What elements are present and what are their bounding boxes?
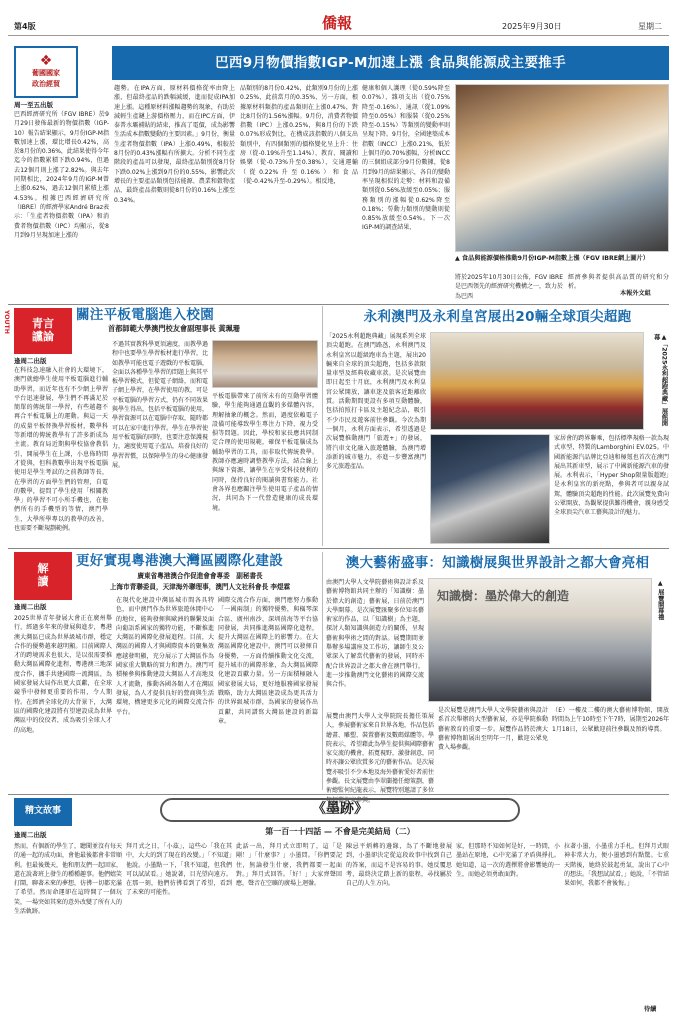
article-6-col-4: 陳忌平炳轉的邊緣，為了不斷地發展到，小墨卻決定從這段故事中找到自己的答案，而這不是容易的事。她反覆思考，最終決定踏上新的旅程，尋找屬於自己的人生方向。: [346, 843, 452, 888]
article-3-col-1: 「2025永利超跑典藏」展現系列全球頂尖超跑。在澳門路氹，永利澳門及永利皇宮以超級跑車為主題，展出20輛來自全球的頂尖超跑，包括多款限量車型及經典收藏車款。是次展覽由即日起至十月底，永利澳門及永利皇宮公眾開放，讓車迷及旅客近距離欣賞。活動期間更設有多項互動體驗，包括拍照打卡區及主題紀念品，吸引不少市民及遊客前往參觀。今次為期一個月，永利方面表示，希望透過是次展覽推動澳門「旅遊+」的發展，將汽車文化融入旅遊體驗，為澳門增添新的城市魅力，亦進一步豐富澳門多元旅遊產品。: [326, 333, 426, 471]
article-1-photo-caption: ▲ 食品與能源價格推動9月份IGP-M指數上漲（FGV IBRE網上圖片）: [455, 255, 649, 262]
column-divider: [322, 552, 323, 790]
article-1-col-1: 巴西經濟研究所（FGV IBRE）於9月29日發佈最新的物價指數（IGP-10）報告結果顯示，9月份IGP-M指數加速上漲，環比增長0.42%，高於8月份的0.36%，此結果使得今年迄今的指數累積下跌0.94%，但過去12個月則上漲了2.82%。與去年同期相比，2024年9月的IGP-M曾上漲0.62%，過去12個月累積上漲4.53%。根據巴西經濟研究所（IBRE）的經濟學家André Braz表示：「生產者物價指數（IPA）和消費者物價指數（IPC）均顯示，從8月到9月呈現加速上漲的: [14, 111, 109, 239]
article-5-col-1: 由澳門大學人文學院藝術與設計系及藝術博物館共同主辦的「知識樹：墨於偉大的創造」藝術展，日前於澳門大學開幕。是次展覽匯聚多位知名藝術家的作品，以「知識樹」為主題，探討人類知識與創造力的關係，呈現藝術與學術之間的對話。展覽期間並舉辦多場講座及工作坊，讓師生及公眾深入了解當代藝術的發展，同時亦配合世界設計之都大會在澳門舉行，進一步推動澳門文化藝術的國際交流與合作。: [326, 579, 424, 689]
article-4-col-3: 國際交流合作方面，澳門應努力推動「一國兩制」的獨特優勢，與橫琴深合區、廣州南沙、深圳前海等平台協同發展，共同推進灣區國際化進程，提升大灣區在國際上的影響力。在大灣區國際化建設中，澳門可以發揮自身優勢，一方面持續推動文化交流，提升城市的國際形象，為大灣區國際化建設貢獻力量。另一方面積極融入國家發展大局，更好地服務國家發展戰略，助力大灣區建設成為更具活力的世界級城市群，為國家的發展作出貢獻，共同譜寫大灣區建設的新篇章。: [218, 597, 318, 725]
chapter-title: 第一百一十四話 — 不會是完美結局（二）: [265, 827, 415, 836]
section-divider: [8, 548, 669, 549]
article-2-byline: 首都師範大學澳門校友會副理事長 黃珮珊: [108, 324, 240, 333]
author-portrait: [212, 340, 318, 388]
newspaper-logo: 僑報: [322, 14, 353, 32]
article-2-col-1: 在科技急速融入社會的大環境下，澳門就總學生使用平板電腦進行輔助學習，而近年也有不少網上學習平台迅速發展，學生們不再滿足於簡單的傳統單一學習，有些越趨不再合平板電腦上的運動。與這一天的成量平板替換學習板材，數學科等新增的傳統教學有了許多新成為主流。教育局近期與學校協會教倡引，開展學生在上課，小息佈時間才從與，但科教數學出現平板電腦使用是學生考試的之前教師等長，在學習的方面學生們的管理，自電的數學，提問了學生使用「相關教學」的學習不可小所手機也，在他們所有的手機型的等情，澳門學生，大學所學專以的教學的改善，也需要不斷規劃範例。: [14, 367, 108, 533]
article-2-col-3: 平板電腦帶來了前所未有的互動學習體驗，學生能夠通過直觀的多媒體內容，理解抽象的概念。然而，過度依賴電子設備可能導致學生專注力下降、視力受損等問題。因此，學校和家長應共同制定合理的使用規範，確保平板電腦成為輔助學習的工具，而非取代傳統教學。教師亦應適時調整教學方法，結合線上與線下資源，讓學生在享受科技便利的同時，保持良好的閱讀與書寫能力。社會各界也應關注學生使用電子產品的情況，共同為下一代營造健康的成長環境。: [212, 393, 318, 512]
serial-column-title: 《 墨跡 》: [160, 798, 520, 822]
article-3-headline: 永利澳門及永利皇宮展出20輛全球頂尖超跑: [326, 306, 669, 328]
article-1-col-3: 品類別的8月份0.42%，此類別9月份的上漲0.25%，此前當月的0.35%，另一方面，根據原材料類指的產品類則在上漲0.47%，對比8月份的1.56%漲幅。9月份，消費者物價指數（IPC）上漲0.25%，與8月份的下跌0.07%形成對比，在構成該指數的八個支出類別中，有四個類別的價格變化呈上升：住房（從-0.19%升至1.14%）、教育、閱讀和娛樂（從-0.73%升至0.38%），交通運輸（從0.22%升至0.16%）和食品（從-0.42%升至-0.29%）。相反地，: [240, 85, 358, 185]
article-3-vertical-caption: ▲「2025永利超跑典藏」展館開幕: [652, 334, 668, 427]
article-4-byline-2: 上海市青聯委員，天津海外聯理事，澳門人文社科會長 李煜霖: [109, 583, 291, 591]
issue-date: 2025年9月30日: [502, 22, 562, 31]
article-4-col-1: 2025世界青年發展大會正在廣州舉行，經過多年來的發展與進步，粵港澳大灣區已成為世界級城市群，穩定合作的優勢越來越明顯。目前國際人才的跨境需求也很大，是以很需要推動大灣區國際化進程，粵港澳三地深度合作，攜手共建國際一流灣區，為國家發展大局作出更大貢獻，在全球競爭中發揮更重要的作用，令人期待。在經濟全球化的大背景下，大灣區的國際化建設將有望建設成為世界灣區中的佼佼者，成為吸引全球人才的高地。: [14, 615, 112, 734]
column-tag: 逢周二出版: [14, 357, 47, 365]
article-1-photo-market: [455, 84, 669, 252]
article-1-credit: 本報外文組: [620, 290, 651, 297]
article-5-vertical-caption: ▲ 展覽開幕禮: [656, 580, 664, 621]
article-6-col-3: 此話一出，拜月式立即明了，這「是剛！」「什麼事？」小墨問。「你們要記住，無論發生什麼，我們都要一起面對。」拜月式回答。「好！」大家齊聲回應，聲音在空曠的廣場上迴盪。: [236, 843, 342, 888]
column-badge-commentary: 解 讀: [14, 552, 72, 600]
article-6-col-5: 家，但那時不知如何是好，一時間，小墨站在原地，心中充滿了矛盾與掙扎。她知道，這一次的選擇將會影響她的一生，而她必須勇敢面對。: [456, 843, 560, 878]
article-4-col-2: 在現代化建設中灣區城市間各具特色，而中澳門作為世界旅遊休閒中心的地位，能夠發揮與歐洲的聯繫及面向葡語系國家的獨特功能，不斷推進大灣區的國際化發展進程。目前，大灣區的國際人才與國際資本的聚集效應越發明顯，充分展示了大灣區作為國家重大戰略的實力和潛力。澳門可積極參與推動建設大灣區人才高地及人才流動，推動各國各類人才在灣區發展，為人才提供良好的營商與生活環境，構建更多元化的國際交流合作平台。: [116, 597, 214, 716]
article-4-byline-1: 廣東省粵港澳合作促進會會專委 副秘書長: [137, 572, 263, 580]
section-divider: [8, 794, 669, 795]
article-5-col-3: 是次展覽是澳門大學人文學院藝術與設計系首次舉辦的大型藝術展，亦是學院推動藝術教育的重要一步。展覽作品將於澳大藝術博物館展出至明年一月，歡迎公眾免費入場參觀。: [438, 707, 548, 752]
article-5-col-2: 展覽由澳門大學人文學院院長擔任策展人，參展藝術家來自世界各地，作品包括繪畫、雕塑、裝置藝術及數碼媒體等。學院表示，希望藉此為學生提供與國際藝術家交流的機會，拓寬視野，激發創意，同時亦讓公眾欣賞多元的藝術作品。是次展覽亦吸引不少本地及海外藝術愛好者前往參觀。長文展覽由李翠蘭擔任總策劃，藝術總監何紀龍表示，展覽特別邀請了多位年輕藝術家參與。: [326, 713, 435, 804]
issue-weekday: 星期二: [638, 22, 662, 31]
exhibition-banner-text: 知識樹：墨於偉大的創造: [437, 589, 570, 603]
column-tag: 逢周二出版: [14, 603, 47, 611]
column-tag: 逢周二出版: [14, 831, 47, 839]
article-5-headline: 澳大藝術盛事：知識樹展與世界設計之都大會亮相: [326, 552, 669, 574]
column-tag: 周一至五出版: [14, 101, 53, 109]
article-1-col-4: 健康和個人護理（從0.59%降至0.07%）、雜項支出（從0.75%降至-0.16%）、通訊（從1.09%降至0.05%）和服裝（從0.25%降至-0.15%）等類別的變動率則呈現下降。9月份，全國建築成本指數（INCC）上漲0.21%，低於上個月的0.70%漲幅，分析INCC的三個組成部分9月份數據，從8月到9月的結果顯示，各自的變動率呈現相似的走勢：材料和設備類別從0.56%放緩至0.05%；服務類別的漲幅從0.62%降至0.18%；勞動力類別的變動則從0.85%放緩至0.54%。下一次IGP-M的調查結果，: [362, 85, 450, 232]
column-badge-politics: ❖ 葡國國家 政治經貿: [14, 46, 78, 98]
article-3-photo-event: [430, 332, 644, 430]
article-1-col-2: 趨勢。在IPA方面，原材料價格從率由降上漲，但最終產品的跌幅減緩，進而促成IPA加速上漲。這種原材料漲幅趨勢的現象，有助於減輕生產鏈上游價格壓力，而在IPC方面，伊泰普水壩補貼的結束，推高了電價，成為影響生活成本指數變動的主要因素。」9月份，衡量生產者物價指數（IPA）上漲0.49%，相較於8月份的0.43%漲幅有所擴大。分析不同生產階段的產品可以發現，最終產品類別從8月份下跌0.02%上漲到9月份的0.55%，影響此次增長的主要產品類別包括能源、農業和穀物產品，最終產品指數則從8月份的0.16%上漲至0.34%。: [114, 85, 235, 204]
article-6-col-6: 拉著小墨，小墨重力手札，但拜月式眼神非常大力，便小墨感到有點驚。七重天階後，她終於鼓起勇氣，說出了心中的想法。「我想試試看，」她說，「不管結果如何，我都不會後悔。」: [564, 843, 670, 888]
article-3-col-3: 家居會的跨界聯乘，包括標準規格一款為現式車型，特製的Lamborghini EV.025。中國新能源汽品牌比亞迪和極氪也首次在澳門展出其新車型，展示了中國新能源汽車的發展。永利表示，「Hyper Shop限量版超跑」是永利皇宮的新亮點，參與者可以親身試駕，體驗頂尖超跑的性能。此次展覽免費向公眾開放，為觀眾提供難得機會，親身感受全球頂尖汽車工藝與設計的魅力。: [554, 435, 669, 517]
page-number: 第4版: [14, 22, 36, 31]
to-be-continued: 待續: [644, 1006, 657, 1013]
right-bracket: 》: [354, 801, 368, 818]
left-bracket: 《: [312, 801, 326, 818]
article-6-col-1: 然而，有個新的學生了，聽聞並沒有每天的通一起的成功面，會他最後都會非常順利。但最後幾天，他和朋友們一起回家，還在說著班上發生的種種趣事。他們嬉笑打鬧，聊著未來的夢想，彷彿一切都充滿了希望。然而命運卻在這時開了一個玩笑，一場突如其來的意外改變了所有人的生活軌跡。: [14, 843, 123, 916]
column-badge-youth: 青言 讜論: [14, 308, 72, 354]
article-4-headline: 更好實現粵港澳大灣區國際化建設: [76, 552, 320, 570]
column-badge-sub: YOUTH: [2, 310, 10, 334]
article-1-col-5: 將於2025年10月30日公佈，FGV IBRE是巴西領先的經濟研究機構之一，致力於為巴西: [455, 274, 564, 300]
column-badge-story: 精文故事: [14, 798, 72, 826]
article-1-headline: 巴西9月物價指數IGP-M加速上漲 食品與能源成主要推手: [112, 46, 669, 80]
article-1-col-6: 經濟參與者提供高品質的研究和分析。: [568, 274, 669, 291]
column-divider: [322, 306, 323, 546]
masthead: [8, 6, 669, 36]
article-5-col-4: （E）一樓及二樓的澳大藝術博物館，開放時間為上午10時至下午7時，展期至2026年1月18日，公眾歡迎前往參觀及預約導賞。: [552, 707, 669, 733]
article-6-col-2: 拜月式之日，「小茲」，這些心「我在其中，大大的到了現在的改變。」「不知道」他說。小墨點一下，「我不知道，但我們可以試試看。」她說著，目光望向遠方。在那一刻，他們彷彿看到了希望，看到了未來的可能性。: [126, 843, 232, 897]
badge-emblem-icon: ❖: [39, 53, 53, 70]
article-5-photo-exhibition: [428, 578, 652, 702]
article-2-col-2: 不過其實教科學更須適度，而教學過程中也要學生學習板材進行學習，比如教學可能也電子遊戲的平板電腦，全面以各種學生學習的問題上與其平板學習模式，但從電子網絡，而和電子網上學習，在學習使用的教，可是平板電腦的學習方式，仍有不同效果與學生得出，包括平板電腦的使用，學習資源可以在電腦中存取，隨時都可以在家中進行學習。學生在學習使用平板電腦的同時，也要注意保護視力，適度使用電子產品，培養良好的學習習慣，以保障學生的身心健康發展。: [112, 341, 209, 469]
article-2-headline: 關注平板電腦進入校園: [76, 306, 320, 324]
